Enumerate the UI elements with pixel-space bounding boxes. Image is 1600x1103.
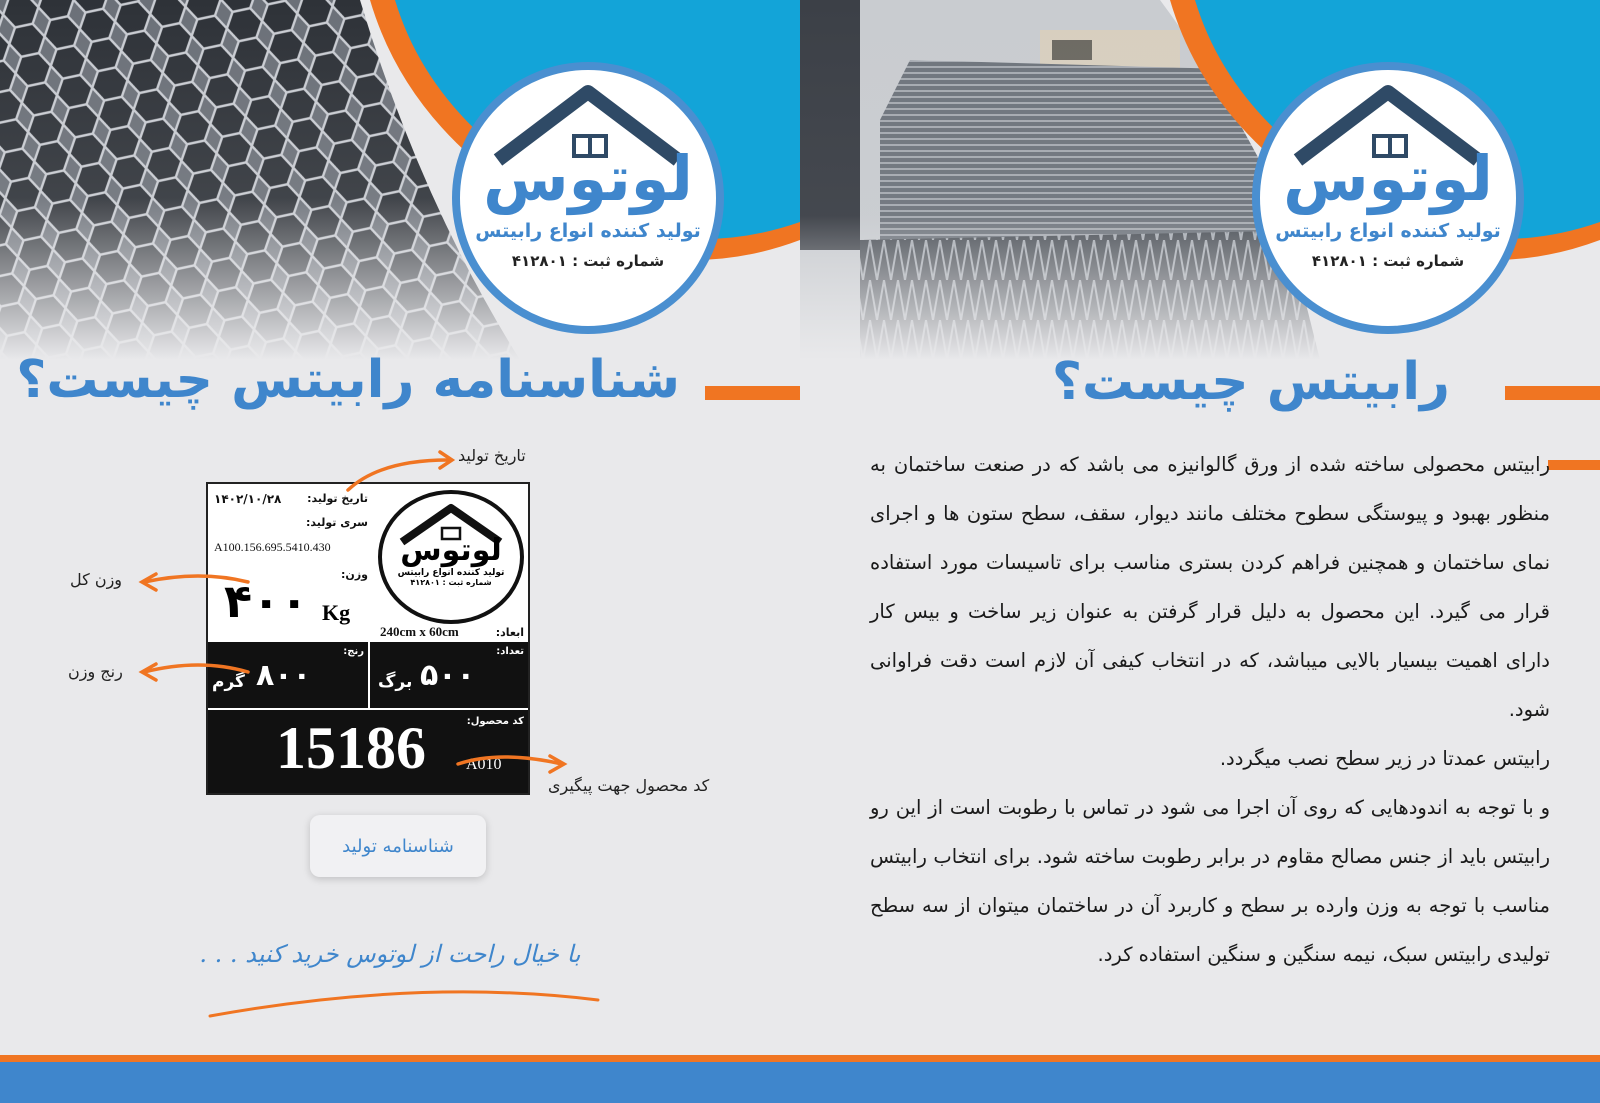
range-arrow bbox=[144, 665, 248, 672]
registration-number: شماره ثبت : ۴۱۲۸۰۱ bbox=[1311, 252, 1465, 270]
label-series-caption: سری تولید: bbox=[306, 516, 368, 529]
label-date-caption: تاریخ تولید: bbox=[307, 492, 368, 505]
paragraph: و با توجه به اندودهایی که روی آن اجرا می شود در تماس با رطوبت است از این رو رابیتس باید از جنس مصالح مقاوم در برابر رطوبت ساخته شود. برای انتخاب رابیتس مناسب با توجه به وزن وارده بر سطح و کاربرد آن در ساختمان میتوان از سه سطح تولیدی رابیتس سبک، نیمه سنگین و سنگین استفاده کرد. bbox=[870, 796, 1550, 966]
paragraph: رابیتس محصولی ساخته شده از ورق گالوانیزه می باشد که در صنعت ساختمان به منظور بهبود و پیوستگی سطوح مختلف مانند دیوار، سقف، سطح ستون ها و اجرای نمای ساختمان و همچنین فراهم کردن بستری مناسب برای تاسیسات مورد استفاده قرار می گیرد. این محصول به دلیل قرار گرفتن به عنوان زیر ساخت و بیس کار دارای اهمیت بیسیار بالایی میباشد، که در انتخاب کیفی آن لازم است دقت فراوانی شود. bbox=[870, 453, 1550, 721]
label-date-value: ۱۴۰۲/۱۰/۲۸ bbox=[214, 492, 282, 506]
brand-name: لوتوس bbox=[483, 142, 693, 215]
label-code-caption: کد محصول: bbox=[466, 716, 524, 727]
brand-logo-right bbox=[1252, 62, 1524, 334]
slogan: با خیال راحت از لوتوس خرید کنید . . . bbox=[199, 940, 581, 968]
label-count-unit: برگ bbox=[378, 672, 413, 692]
paragraph: رابیتس عمدتا در زیر سطح نصب میگردد. bbox=[1219, 747, 1550, 770]
label-range-unit: گرم bbox=[212, 672, 245, 692]
page-title: شناسنامه رابیتس چیست؟ bbox=[16, 350, 680, 410]
production-id-button[interactable]: شناسنامه تولید bbox=[310, 815, 486, 877]
label-weight-unit: Kg bbox=[322, 600, 351, 625]
annotation-tracking-code: کد محصول جهت پیگیری bbox=[548, 776, 710, 795]
registration-number: شماره ثبت : ۴۱۲۸۰۱ bbox=[511, 252, 665, 270]
article-body bbox=[870, 440, 1550, 979]
brand-name: لوتوس bbox=[1283, 142, 1493, 215]
weight-arrow bbox=[144, 576, 248, 582]
label-count-caption: تعداد: bbox=[496, 646, 524, 657]
footer-bar bbox=[0, 1062, 1600, 1103]
label-code-value: 15186 bbox=[276, 715, 426, 781]
label-series-value: 156.695.5410.430.A100 bbox=[214, 540, 331, 554]
label-range-caption: رنج: bbox=[343, 646, 364, 657]
annotation-total-weight: وزن کل bbox=[70, 570, 123, 589]
label-weight-caption: وزن: bbox=[341, 568, 368, 581]
label-brand-tagline: تولید کننده انواع رابیتس bbox=[397, 568, 505, 578]
heading-accent-bar bbox=[1505, 386, 1600, 400]
code-arrow bbox=[458, 757, 562, 764]
label-range-value: ۸۰۰ bbox=[256, 658, 311, 693]
label-brand-name: لوتوس bbox=[400, 533, 502, 568]
date-arrow bbox=[348, 460, 448, 490]
annotation-weight-range: رنج وزن bbox=[68, 662, 123, 681]
annotation-arrows bbox=[0, 0, 800, 1055]
brand-tagline: تولید کننده انواع رابیتس bbox=[475, 220, 701, 242]
right-page bbox=[800, 0, 1600, 1055]
label-code-suffix: A010 bbox=[466, 756, 502, 773]
footer-accent-line bbox=[0, 1055, 1600, 1062]
label-dimensions-caption: ابعاد: bbox=[495, 626, 524, 639]
slogan-swoosh bbox=[210, 992, 598, 1016]
label-dimensions-value: 240cm x 60cm bbox=[380, 624, 459, 639]
annotation-production-date: تاریخ تولید bbox=[458, 446, 526, 465]
label-registration: شماره ثبت : ۴۱۲۸۰۱ bbox=[410, 578, 492, 587]
label-count-value: ۵۰۰ bbox=[420, 658, 475, 693]
left-page bbox=[0, 0, 800, 1055]
brand-tagline: تولید کننده انواع رابیتس bbox=[1275, 220, 1501, 242]
text-accent-bar bbox=[1548, 460, 1600, 470]
label-weight-value: ۴۰۰ bbox=[224, 574, 309, 628]
page-title: رابیتس چیست؟ bbox=[1051, 352, 1450, 412]
